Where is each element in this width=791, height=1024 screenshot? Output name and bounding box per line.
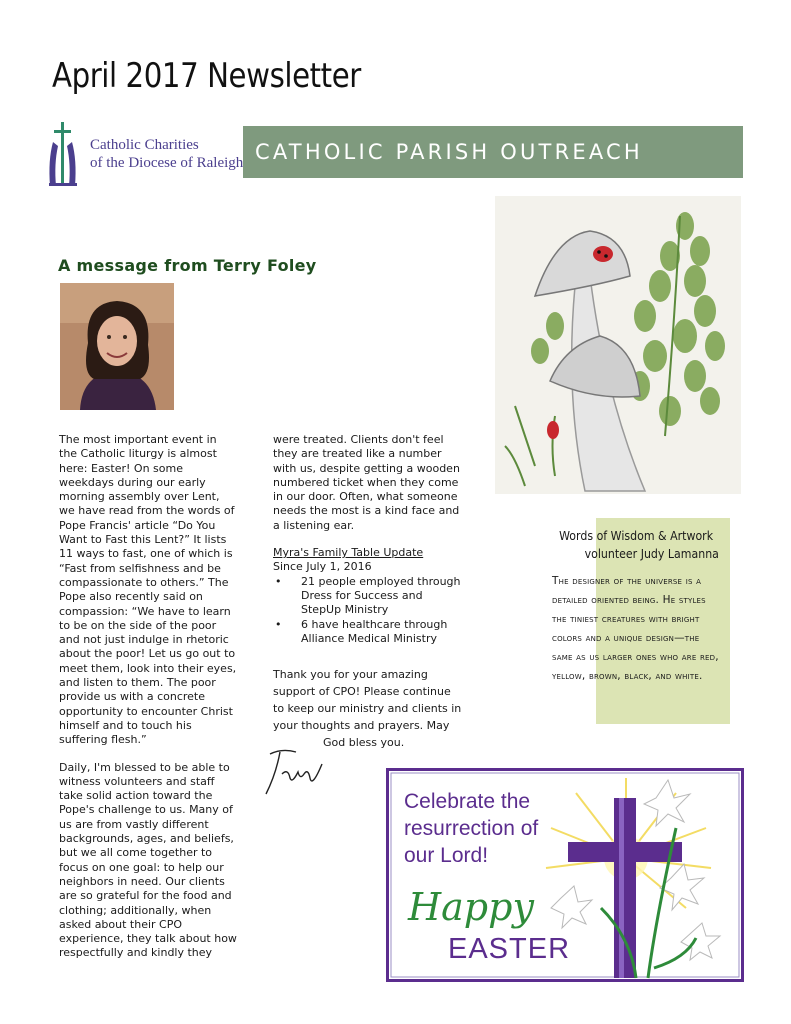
- newsletter-title: April 2017 Newsletter: [52, 56, 361, 96]
- message-paragraph-3: were treated. Clients don't feel they are treated like a number with us, despite getting a wooden numbered ticket when they come in our door. Often, what someone needs the most is a kind face and a listening ear.: [273, 433, 460, 532]
- terry-foley-photo: [60, 283, 174, 410]
- update-bullets: [273, 575, 463, 646]
- bullet-item: • 21 people employed through Dress for Success and StepUp Ministry: [273, 575, 463, 618]
- closing-paragraph: Thank you for your amazing support of CPO! Please continue to keep our ministry and clients in your thoughts and prayers. May: [273, 668, 462, 733]
- wisdom-body: The designer of the universe is a detailed oriented being. He styles the tiniest creatures with bright colors and a unique design—the same as us larger ones who are red, yellow, brown, black, and white.: [552, 575, 719, 682]
- easter-line-3: our Lord!: [404, 844, 489, 867]
- logo-line-1: Catholic Charities: [90, 137, 199, 153]
- easter-happy: Happy: [408, 885, 534, 929]
- cross-logo-icon: [46, 120, 86, 188]
- easter-word: EASTER: [448, 933, 571, 965]
- update-heading: Myra's Family Table Update: [273, 546, 424, 560]
- signature-image: [262, 744, 326, 800]
- logo-text: [90, 136, 243, 172]
- happy-easter-card: [386, 768, 744, 982]
- wisdom-title-line-2: volunteer Judy Lamanna: [584, 546, 719, 561]
- message-paragraph-2: Daily, I'm blessed to be able to witness volunteers and staff take solid action toward the Pope's challenge to us. Many of us are from vastly different backgrounds, ages, and beliefs, but we all come together to focus on one goal: to help our neighbors in need. Our clients are so grateful for the food and clothing; additionally, when asked about their CPO experience, they talk about how respectfully and kindly they: [59, 760, 237, 960]
- update-since: Since July 1, 2016: [273, 560, 372, 574]
- wisdom-title: [545, 527, 719, 563]
- easter-line-2: resurrection of: [404, 817, 539, 840]
- logo-line-2: of the Diocese of Raleigh: [90, 155, 244, 171]
- message-column-2: [273, 433, 463, 751]
- message-paragraph-1: The most important event in the Catholic liturgy is almost here: Easter! On some weekdays during our early morning assembly over Lent, we have read from the words of Pope Francis' article “Do You Want to Fast this Lent?” It lists 11 ways to fast, one of which is “Fast from selfishness and be compassionate to others.” The Pope also recently said on compassion: “We have to learn to be on the side of the poor and not just indulge in rhetoric about the poor! Let us go out to meet them, look into their eyes, and listen to them. The poor provide us with a concrete opportunity to encounter Christ himself and to touch his suffering flesh.”: [59, 433, 237, 747]
- mushroom-artwork-image: [495, 196, 741, 494]
- wisdom-title-line-1: Words of Wisdom & Artwork: [559, 528, 714, 543]
- easter-line-1: Celebrate the: [404, 790, 531, 813]
- blessing-text: God bless you.: [323, 736, 405, 750]
- message-heading: A message from Terry Foley: [58, 256, 317, 275]
- banner-title: CATHOLIC PARISH OUTREACH: [255, 140, 643, 164]
- message-column-1: [59, 433, 237, 961]
- bullet-item: • 6 have healthcare through Alliance Medical Ministry: [273, 618, 463, 647]
